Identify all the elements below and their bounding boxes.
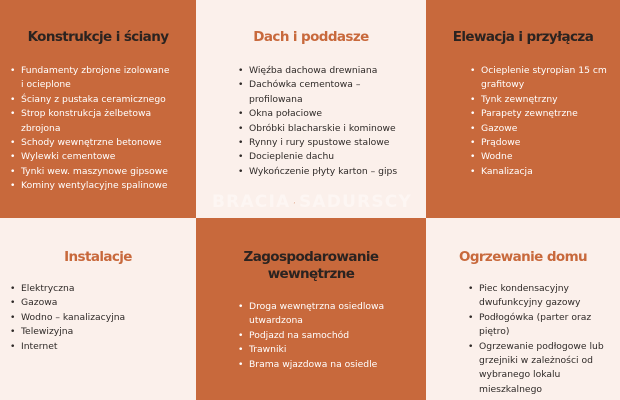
list-item-continuation: [468, 296, 620, 310]
list-item: • Ogrzewanie podłogowe lub: [468, 340, 620, 354]
list-item-continuation: [468, 354, 620, 368]
list-item: • Rynny i rury spustowe stalowe: [238, 136, 424, 150]
list-item-continuation: [238, 314, 424, 328]
list-item-continuation: [10, 122, 194, 136]
list-item-text: wybranego lokalu mieszkalnego: [479, 369, 561, 395]
section-title: Instalacje: [64, 249, 132, 265]
list-item: • Kominy wentylacyjne spalinowe: [10, 179, 194, 193]
list-item: • Parapety zewnętrzne: [470, 107, 618, 121]
list-item: • Ściany z pustaka ceramicznego: [10, 93, 194, 107]
section-title: Ogrzewanie domu: [458, 249, 588, 265]
list-item: • Wodne: [470, 150, 618, 164]
list-item: • Dachówka cementowa –: [238, 78, 424, 92]
section-list: [470, 64, 618, 179]
list-item: • Obróbki blacharskie i kominowe: [238, 122, 424, 136]
section-list: [468, 282, 620, 397]
list-item: • Droga wewnętrzna osiedlowa: [238, 300, 424, 314]
list-item-continuation: [238, 93, 424, 107]
list-item-text: grzejniki w zależności od: [479, 355, 593, 367]
section-title-line2: wewnętrzne: [267, 266, 355, 282]
section-title: Dach i poddasze: [253, 29, 369, 45]
list-item-continuation: [468, 368, 620, 397]
section-list: [10, 64, 194, 194]
list-item: • Tynk zewnętrzny: [470, 93, 618, 107]
list-item: • Telewizyjna: [10, 325, 194, 339]
list-item: • Podłogówka (parter oraz piętro): [468, 311, 620, 340]
list-item: • Docieplenie dachu: [238, 150, 424, 164]
section-list: [10, 282, 194, 354]
watermark-logo: [212, 192, 412, 212]
list-item-text: zbrojona: [21, 122, 61, 134]
list-item: • Elektryczna: [10, 282, 194, 296]
list-item: • Gazowa: [10, 296, 194, 310]
watermark-right-text: SADURSCY: [298, 192, 412, 212]
logo-mark-icon: [293, 195, 296, 209]
list-item: • Strop konstrukcja żelbetowa: [10, 107, 194, 121]
list-item-text: utwardzona: [249, 315, 303, 327]
list-item: • Wylewki cementowe: [10, 150, 194, 164]
list-item-continuation: [470, 78, 618, 92]
section-dach: [196, 0, 426, 218]
watermark-left-text: BRACIA: [212, 192, 291, 212]
list-item: • Więźba dachowa drewniana: [238, 64, 424, 78]
list-item-text: dwufunkcyjny gazowy: [479, 297, 581, 309]
list-item: • Wykończenie płyty karton – gips: [238, 165, 424, 179]
list-item: • Prądowe: [470, 136, 618, 150]
list-item: • Podjazd na samochód: [238, 329, 424, 343]
section-instalacje: [0, 218, 196, 400]
section-list: [238, 300, 424, 372]
list-item: • Trawniki: [238, 343, 424, 357]
list-item: • Gazowe: [470, 122, 618, 136]
section-elewacja: [426, 0, 620, 218]
list-item-text: grafitowy: [481, 79, 525, 91]
list-item: • Okna połaciowe: [238, 107, 424, 121]
list-item: • Ocieplenie styropian 15 cm: [470, 64, 618, 78]
section-title-line1: Zagospodarowanie: [243, 249, 379, 265]
section-title: Elewacja i przyłącza: [452, 29, 594, 45]
list-item-text: i ocieplone: [21, 79, 71, 91]
list-item: • Piec kondensacyjny: [468, 282, 620, 296]
list-item: • Kanalizacja: [470, 165, 618, 179]
section-konstrukcje: [0, 0, 196, 218]
list-item: • Tynki wew. maszynowe gipsowe: [10, 165, 194, 179]
section-title: Konstrukcje i ściany: [27, 29, 169, 45]
section-ogrzewanie: [426, 218, 620, 400]
list-item: • Brama wjazdowa na osiedle: [238, 358, 424, 372]
list-item: • Fundamenty zbrojone izolowane: [10, 64, 194, 78]
list-item: • Internet: [10, 340, 194, 354]
section-zagospodarowanie: [196, 218, 426, 400]
list-item: • Schody wewnętrzne betonowe: [10, 136, 194, 150]
list-item: • Wodno – kanalizacyjna: [10, 311, 194, 325]
list-item-continuation: [10, 78, 194, 92]
list-item-text: profilowana: [249, 93, 303, 105]
section-list: [238, 64, 424, 179]
